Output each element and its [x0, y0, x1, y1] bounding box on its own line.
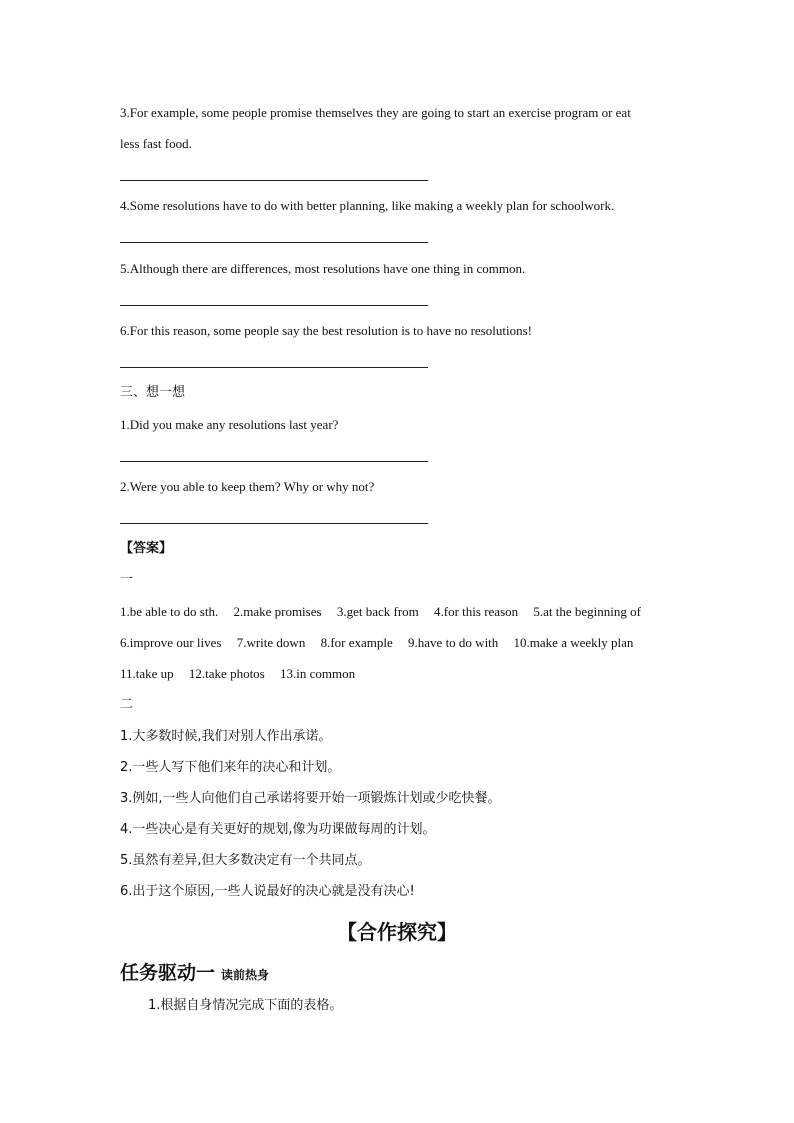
sentence-6: 6.For this reason, some people say the best resolution is to have no resolutions!: [120, 323, 532, 338]
answer-item: 4.for this reason: [434, 604, 519, 619]
answer-item: 10.make a weekly plan: [513, 635, 634, 650]
section-3-heading: 三、想一想: [120, 385, 186, 400]
answer-blank-6[interactable]: [120, 367, 428, 368]
answer-item: 2.make promises: [233, 604, 322, 619]
answer-item: 6.improve our lives: [120, 635, 222, 650]
answers-part1-marker: 一: [120, 572, 134, 587]
sentence-4: 4.Some resolutions have to do with better planning, like making a weekly plan for schoolwork.: [120, 198, 615, 213]
answer-item: 13.in common: [280, 666, 356, 681]
sentence-5: 5.Although there are differences, most resolutions have one thing in common.: [120, 261, 526, 276]
answer-blank-5[interactable]: [120, 305, 428, 306]
answers-heading: 【答案】: [120, 541, 173, 556]
task-instruction: 1.根据自身情况完成下面的表格。: [148, 998, 343, 1013]
translation-1: 1.大多数时候,我们对别人作出承诺。: [120, 729, 332, 744]
sentence-3-line1: 3.For example, some people promise themselves they are going to start an exercise program or eat: [120, 105, 631, 120]
task-heading: [120, 958, 269, 985]
answer-blank-3[interactable]: [120, 180, 428, 181]
answers-part2-marker: 二: [120, 697, 134, 712]
answer-item: 5.at the beginning of: [533, 604, 641, 619]
translation-4: 4.一些决心是有关更好的规划,像为功课做每周的计划。: [120, 822, 436, 837]
task-title: 任务驱动一: [120, 962, 216, 984]
answer-item: 7.write down: [236, 635, 306, 650]
answers-row-2: [120, 635, 633, 651]
answer-blank-4[interactable]: [120, 242, 428, 243]
question-1: 1.Did you make any resolutions last year?: [120, 417, 339, 432]
task-subtitle: 读前热身: [221, 968, 270, 982]
translation-2: 2.一些人写下他们来年的决心和计划。: [120, 760, 341, 775]
cooperation-title: 【合作探究】: [337, 920, 457, 944]
answer-blank-q2[interactable]: [120, 523, 428, 524]
answer-item: 8.for example: [320, 635, 393, 650]
answer-item: 3.get back from: [336, 604, 419, 619]
translation-6: 6.出于这个原因,一些人说最好的决心就是没有决心!: [120, 884, 415, 899]
answer-item: 11.take up: [120, 666, 174, 681]
answer-item: 12.take photos: [188, 666, 265, 681]
answers-row-3: [120, 666, 355, 682]
answer-blank-q1[interactable]: [120, 461, 428, 462]
translation-5: 5.虽然有差异,但大多数决定有一个共同点。: [120, 853, 371, 868]
question-2: 2.Were you able to keep them? Why or why not?: [120, 479, 375, 494]
translation-3: 3.例如,一些人向他们自己承诺将要开始一项锻炼计划或少吃快餐。: [120, 791, 501, 806]
sentence-3-line2: less fast food.: [120, 136, 192, 151]
answer-item: 1.be able to do sth.: [120, 604, 219, 619]
answers-row-1: [120, 604, 641, 620]
answer-item: 9.have to do with: [408, 635, 499, 650]
